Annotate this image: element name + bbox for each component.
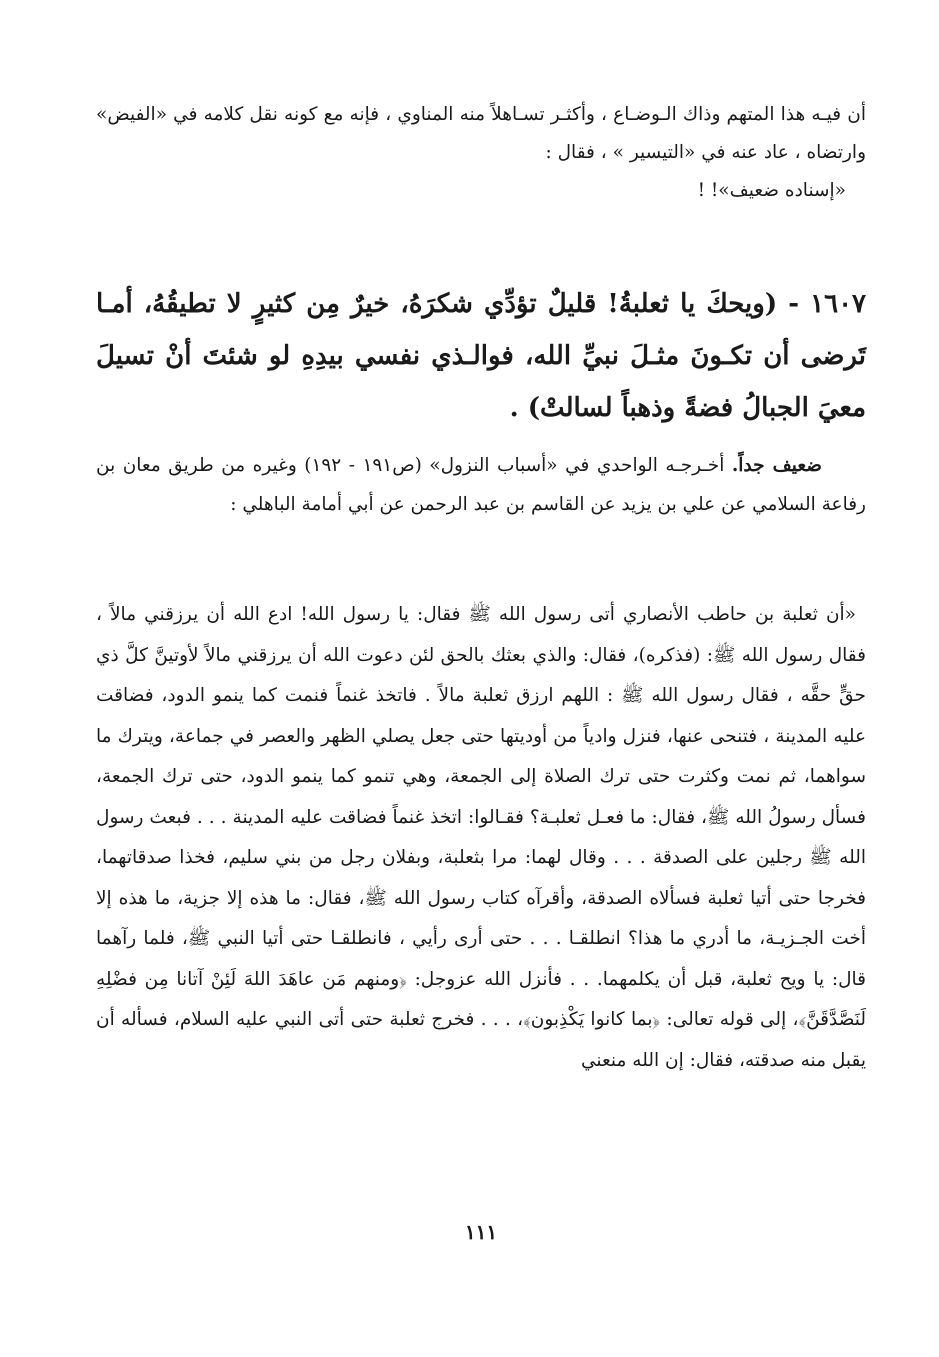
story-section [96, 595, 866, 1081]
story-paragraph: «أن ثعلبة بن حاطب الأنصاري أتى رسول الله ﷺ فقال: يا رسول الله! ادع الله أن يرزقني مالاً ، فقال رسول الله ﷺ: (فذكره)، فقال: والذي بعثك بالحق لئن دعوت الله أن يرزقني مالاً لأوتينَّ كلَّ ذي حقٍّ حقَّه ، فقال رسول الله ﷺ : اللهم ارزق ثعلبة مالاً . فاتخذ غنماً فنمت كما ينمو الدود، فضاقت عليه المدينة ، فتنحى عنها، فنزل وادياً من أوديتها حتى جعل يصلي الظهر والعصر في جماعة، ويترك ما سواهما، ثم نمت وكثرت حتى ترك الصلاة إلى الجمعة، وهي تنمو كما ينمو الدود، حتى ترك الجمعة، فسأل رسولُ الله ﷺ، فقال: ما فعـل ثعلبـة؟ فقـالوا: اتخذ غنماً فضاقت عليه المدينة . . . فبعث رسول الله ﷺ رجلين على الصدقة . . . وقال لهما: مرا بثعلبة، وبفلان رجل من بني سليم، فخذا صدقاتهما، فخرجا حتى أتيا ثعلبة فسألاه الصدقة، وأقرآه كتاب رسول الله ﷺ، فقال: ما هذه إلا جزية، ما هذه إلا أخت الجـزيـة، ما أدري ما هذا؟ انطلقـا . . . حتى أرى رأيي ، فانطلقـا حتى أتيا النبي ﷺ، فلما رآهما قال: يا ويح ثعلبة، قبل أن يكلمهما. . . فأنزل الله عزوجل: ﴿ومنهم مَن عاهَدَ اللهَ لَئِنْ آتانا مِن فضْلِهِ لَنَصَّدَّقَنَّ﴾، إلى قوله تعالى: ﴿بما كانوا يَكْذِبون﴾، . . . فخرج ثعلبة حتى أتى النبي عليه السلام، فسأله أن يقبل منه صدقته، فقال: إن الله منعني [96, 604, 866, 1071]
grading-paragraph [96, 446, 866, 524]
hadith-text: ١٦٠٧ - (ويحكَ يا ثعلبةُ! قليلٌ تؤدِّي شكرَهُ، خيرٌ مِن كثيرٍ لا تطيقُهُ، أمـا تَرضى أن تكـونَ مثـلَ نبيِّ الله، فوالـذي نفسي بيدِهِ لو شئتَ أنْ تسيلَ معيَ الجبالُ فضةً وذهباً لسالتْ) . [96, 289, 866, 423]
hadith-heading [96, 278, 866, 434]
grading-text: أخـرجـه الواحدي في «أسباب النزول» (ص١٩١ - ١٩٢) وغيره من طريق معان بن رفاعة السلامي عن علي بن يزيد عن القاسم بن عبد الرحمن عن أبي أمامة الباهلي : [96, 455, 866, 515]
grading-section [96, 446, 866, 524]
grading-label: ضعيف جداً. [731, 455, 822, 476]
intro-conclusion: «إسناده ضعيف»! ! [697, 180, 846, 201]
intro-section [96, 96, 866, 210]
book-page [96, 0, 866, 1357]
intro-paragraph: أن فيـه هذا المتهم وذاك الـوضـاع ، وأكثـر تسـاهلاً منه المناوي ، فإنه مع كونه نقل كلامه في «الفيض» وارتضاه ، عاد عنه في «التيسير » ، فقال : [96, 104, 866, 163]
page-number: ١١١ [464, 1220, 498, 1244]
